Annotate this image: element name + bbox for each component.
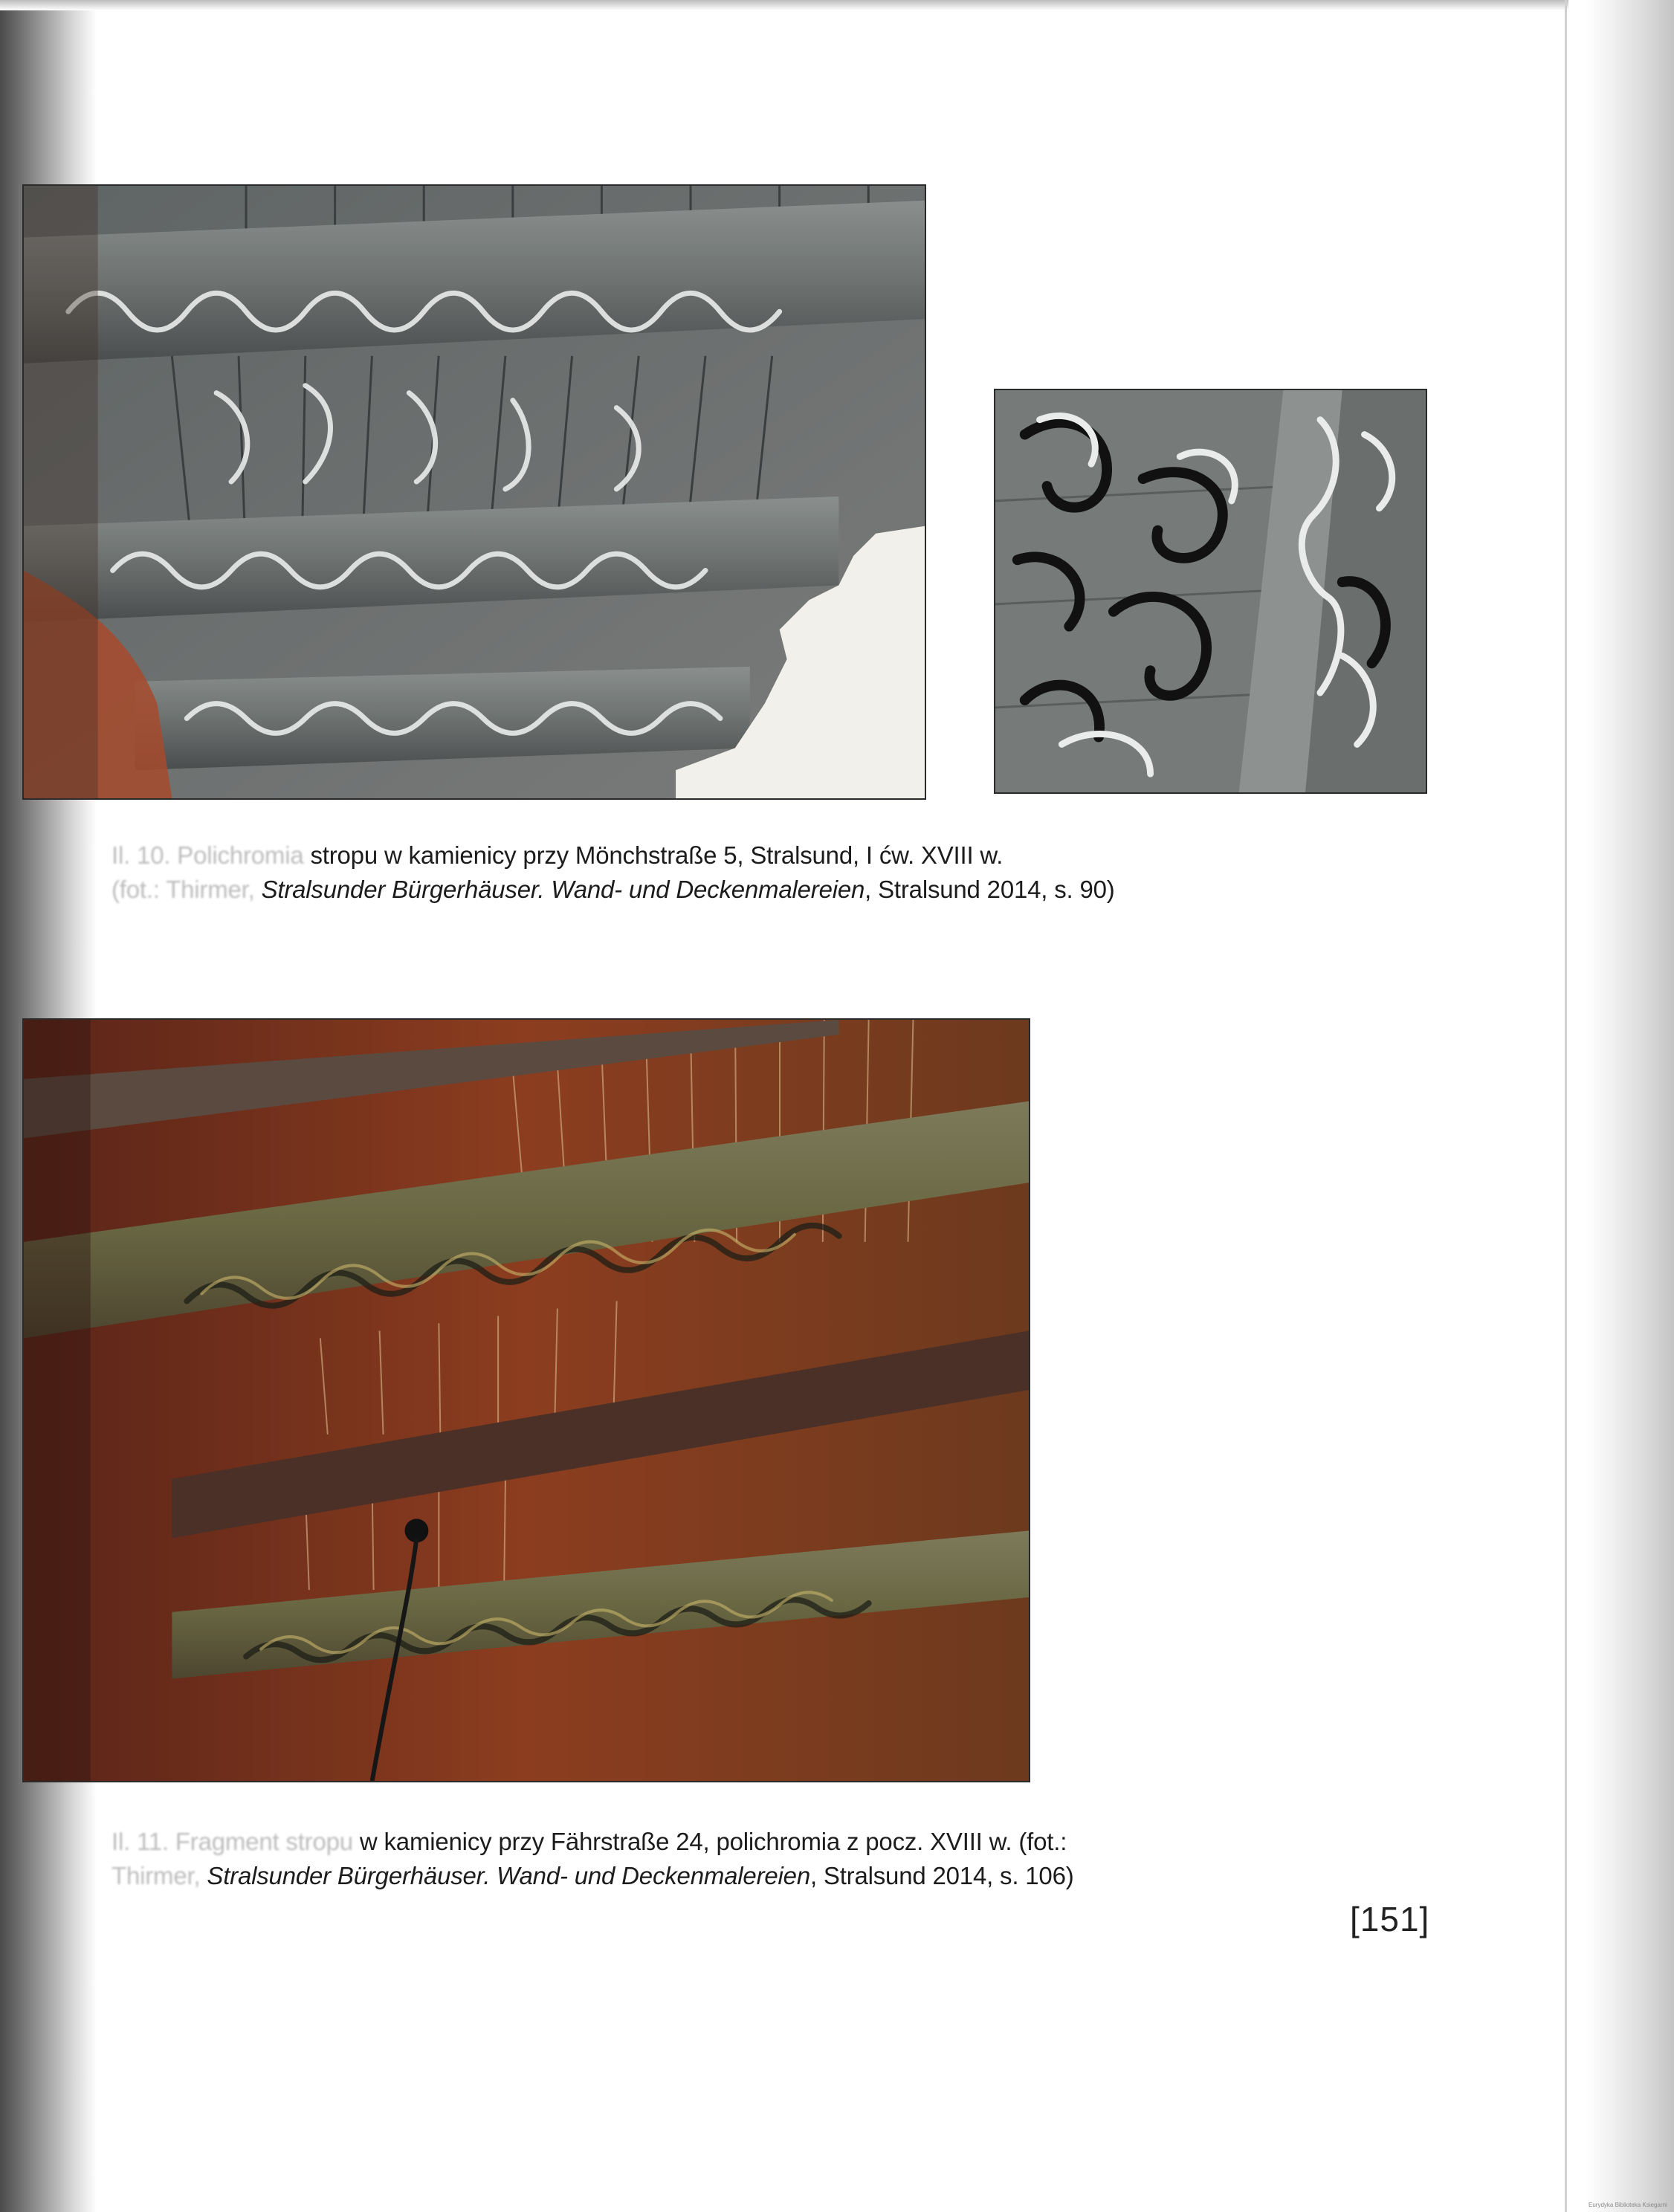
scan-top-edge bbox=[0, 0, 1568, 10]
figure-1-caption-text: stropu w kamienicy przy Mönchstraße 5, Stralsund, I ćw. XVIII w. bbox=[310, 841, 1004, 869]
page-edge-line bbox=[1565, 0, 1567, 2212]
figure-2-caption-text: w kamienicy przy Fährstraße 24, polichromia z pocz. XVIII w. (fot.: bbox=[359, 1828, 1067, 1855]
figure-1-caption-line-2 bbox=[112, 873, 1115, 907]
page-number: [151] bbox=[1350, 1900, 1430, 1938]
figure-2-caption-faded-prefix: Il. 11. Fragment stropu bbox=[112, 1828, 353, 1855]
figure-1-caption bbox=[112, 838, 1115, 907]
figure-1-source-details: , Stralsund 2014, s. 90) bbox=[865, 876, 1115, 903]
figure-1-caption-line-1 bbox=[112, 838, 1115, 873]
figure-2-caption bbox=[112, 1825, 1074, 1893]
figure-2-source-title: Stralsunder Bürgerhäuser. Wand- und Deckenmalereien bbox=[207, 1862, 810, 1889]
figure-1-caption-faded-prefix: Il. 10. Polichromia bbox=[112, 841, 304, 869]
figure-1-source-title: Stralsunder Bürgerhäuser. Wand- und Deckenmalereien bbox=[261, 876, 865, 903]
publisher-mark: Eurydyka Biblioteka Ksiegarni bbox=[1589, 2202, 1667, 2208]
figure-2-caption-line-2 bbox=[112, 1859, 1074, 1893]
figure-2-caption-line-1 bbox=[112, 1825, 1074, 1859]
figure-2-source-faded-prefix: Thirmer, bbox=[112, 1862, 201, 1889]
ceiling-photo-fahrstrasse bbox=[22, 1018, 1030, 1782]
ceiling-detail-photo bbox=[994, 389, 1427, 794]
scan-page-edge bbox=[1585, 0, 1674, 2212]
ceiling-photo-monchstrasse bbox=[22, 184, 926, 800]
figure-1-source-faded-prefix: (fot.: Thirmer, bbox=[112, 876, 255, 903]
figure-2-source-details: , Stralsund 2014, s. 106) bbox=[809, 1862, 1074, 1889]
